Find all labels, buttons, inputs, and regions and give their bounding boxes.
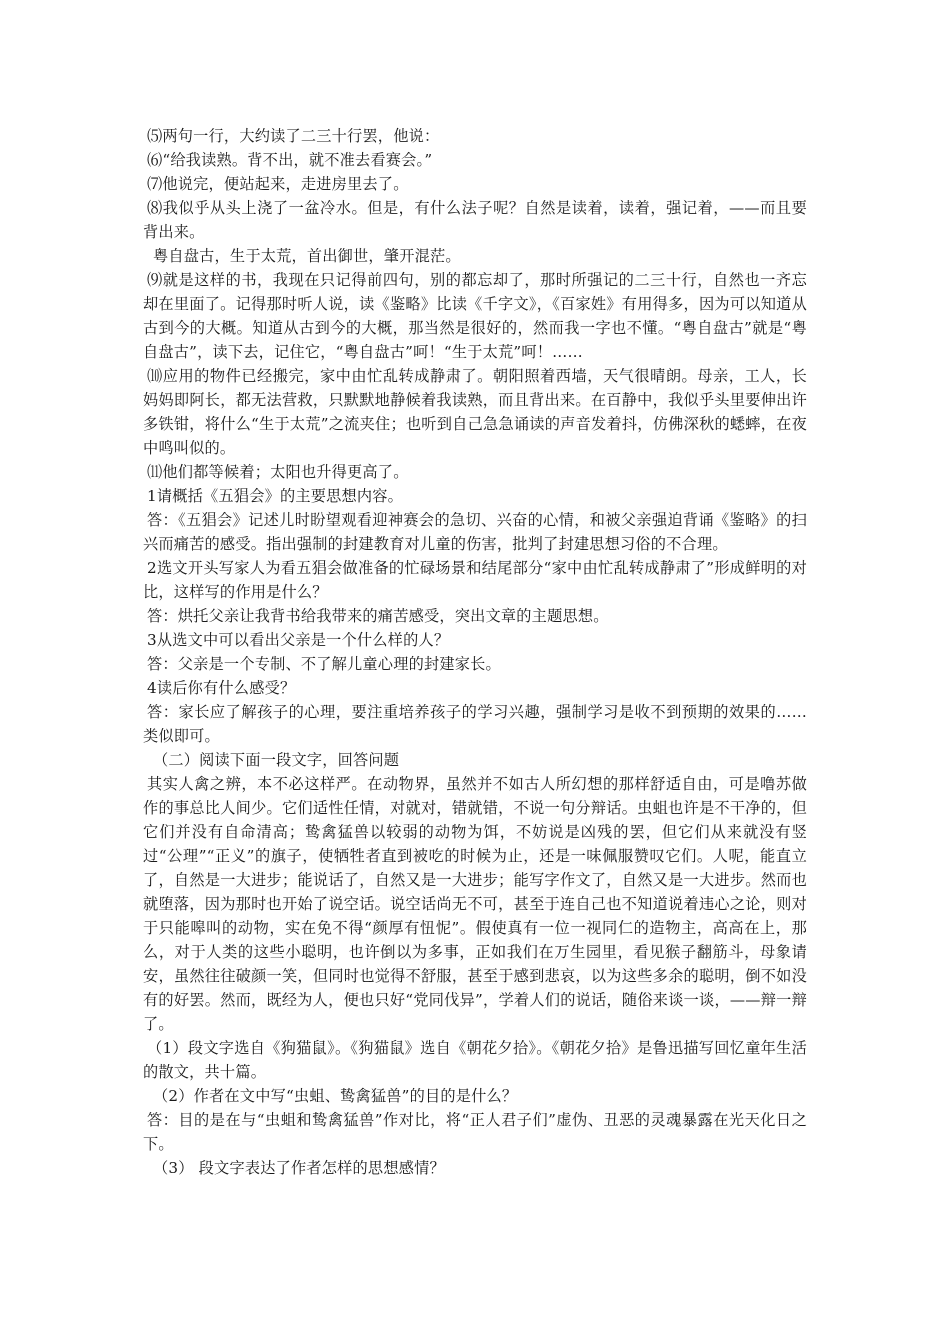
answer-4: 答：家长应了解孩子的心理，要注重培养孩子的学习兴趣，强制学习是收不到预期的效果的……类似即可。 bbox=[143, 703, 807, 745]
question-3: 3从选文中可以看出父亲是一个什么样的人？ bbox=[147, 631, 450, 649]
question-2: 2选文开头写家人为看五猖会做准备的忙碌场景和结尾部分“家中由忙乱转成静肃了”形成鲜明的对比，这样写的作用是什么？ bbox=[143, 559, 807, 601]
paragraph-11: ⑾他们都等候着；太阳也升得更高了。 bbox=[147, 463, 409, 481]
paragraph-9: ⑼就是这样的书，我现在只记得前四句，别的都忘却了，那时所强记的二三十行，自然也一齐忘却在里面了。记得那时听人说，读《鉴略》比读《千字文》，《百家姓》有用得多，因为可以知道从古到今的大概。知道从古到今的大概，那当然是很好的，然而我一字也不懂。“粤自盘古”就是“粤自盘古”，读下去，记住它，“粤自盘古”呵！“生于太荒”呵！…… bbox=[143, 271, 807, 361]
paragraph-10: ⑽应用的物件已经搬完，家中由忙乱转成静肃了。朝阳照着西墙，天气很晴朗。母亲，工人，长妈妈即阿长，都无法营救，只默默地静候着我读熟，而且背出来。在百静中，我似乎头里要伸出许多铁钳，将什么“生于太荒”之流夹住；也听到自己急急诵读的声音发着抖，仿佛深秋的蟋蟀，在夜中鸣叫似的。 bbox=[143, 367, 807, 457]
answer-2: 答：烘托父亲让我背书给我带来的痛苦感受，突出文章的主题思想。 bbox=[147, 607, 609, 625]
section-2-answer-2: 答：目的是在与“虫蛆和鸷禽猛兽”作对比，将“正人君子们”虚伪、丑恶的灵魂暴露在光天化日之下。 bbox=[143, 1111, 807, 1153]
section-2-item-1: （1）段文字选自《狗猫鼠》。《狗猫鼠》选自《朝花夕拾》。《朝花夕拾》是鲁迅描写回忆童年生活的散文，共十篇。 bbox=[143, 1039, 807, 1081]
answer-1: 答：《五猖会》记述儿时盼望观看迎神赛会的急切、兴奋的心情，和被父亲强迫背诵《鉴略》的扫兴而痛苦的感受。指出强制的封建教育对儿童的伤害，批判了封建思想习俗的不合理。 bbox=[143, 511, 807, 553]
question-1: 1请概括《五猖会》的主要思想内容。 bbox=[147, 487, 404, 505]
reading-passage: 其实人禽之辨，本不必这样严。在动物界，虽然并不如古人所幻想的那样舒适自由，可是噜苏做作的事总比人间少。它们适性任情，对就对，错就错，不说一句分辩话。虫蛆也许是不干净的，但它们并没有自命清高；鸷禽猛兽以较弱的动物为饵，不妨说是凶残的罢，但它们从来就没有竖过“公理”“正义”的旗子，使牺牲者直到被吃的时候为止，还是一味佩服赞叹它们。人呢，能直立了，自然是一大进步；能说话了，自然又是一大进步；能写字作文了，自然又是一大进步。然而也就堕落，因为那时也开始了说空话。说空话尚无不可，甚至于连自己也不知道说着违心之论，则对于只能嗥叫的动物，实在免不得“颜厚有忸怩”。假使真有一位一视同仁的造物主，高高在上，那么，对于人类的这些小聪明，也许倒以为多事，正如我们在万生园里，看见猴子翻筋斗，母象请安，虽然往往破颜一笑，但同时也觉得不舒服，甚至于感到悲哀，以为这些多余的聪明，倒不如没有的好罢。然而，既经为人，便也只好“党同伐异”，学着人们的说话，随俗来谈一谈，——辩一辩了。 bbox=[143, 775, 807, 1033]
question-4: 4读后你有什么感受？ bbox=[147, 679, 296, 697]
paragraph-5: ⑸两句一行，大约读了二三十行罢，他说： bbox=[147, 127, 440, 145]
paragraph-8: ⑻我似乎从头上浇了一盆冷水。但是，有什么法子呢？自然是读着，读着，强记着，——而且要背出来。 bbox=[143, 199, 807, 241]
quoted-verse: 粤自盘古，生于太荒，首出御世，肇开混茫。 bbox=[153, 247, 461, 265]
paragraph-6: ⑹“给我读熟。背不出，就不准去看赛会。” bbox=[147, 151, 433, 169]
document-page bbox=[143, 124, 807, 1180]
paragraph-7: ⑺他说完，便站起来，走进房里去了。 bbox=[147, 175, 409, 193]
section-2-question-3: （3） 段文字表达了作者怎样的思想感情？ bbox=[153, 1159, 445, 1177]
answer-3: 答：父亲是一个专制、不了解儿童心理的封建家长。 bbox=[147, 655, 501, 673]
section-2-question-2: （2）作者在文中写“虫蛆、鸷禽猛兽”的目的是什么？ bbox=[153, 1087, 518, 1105]
section-2-heading: （二）阅读下面一段文字，回答问题 bbox=[153, 751, 400, 769]
